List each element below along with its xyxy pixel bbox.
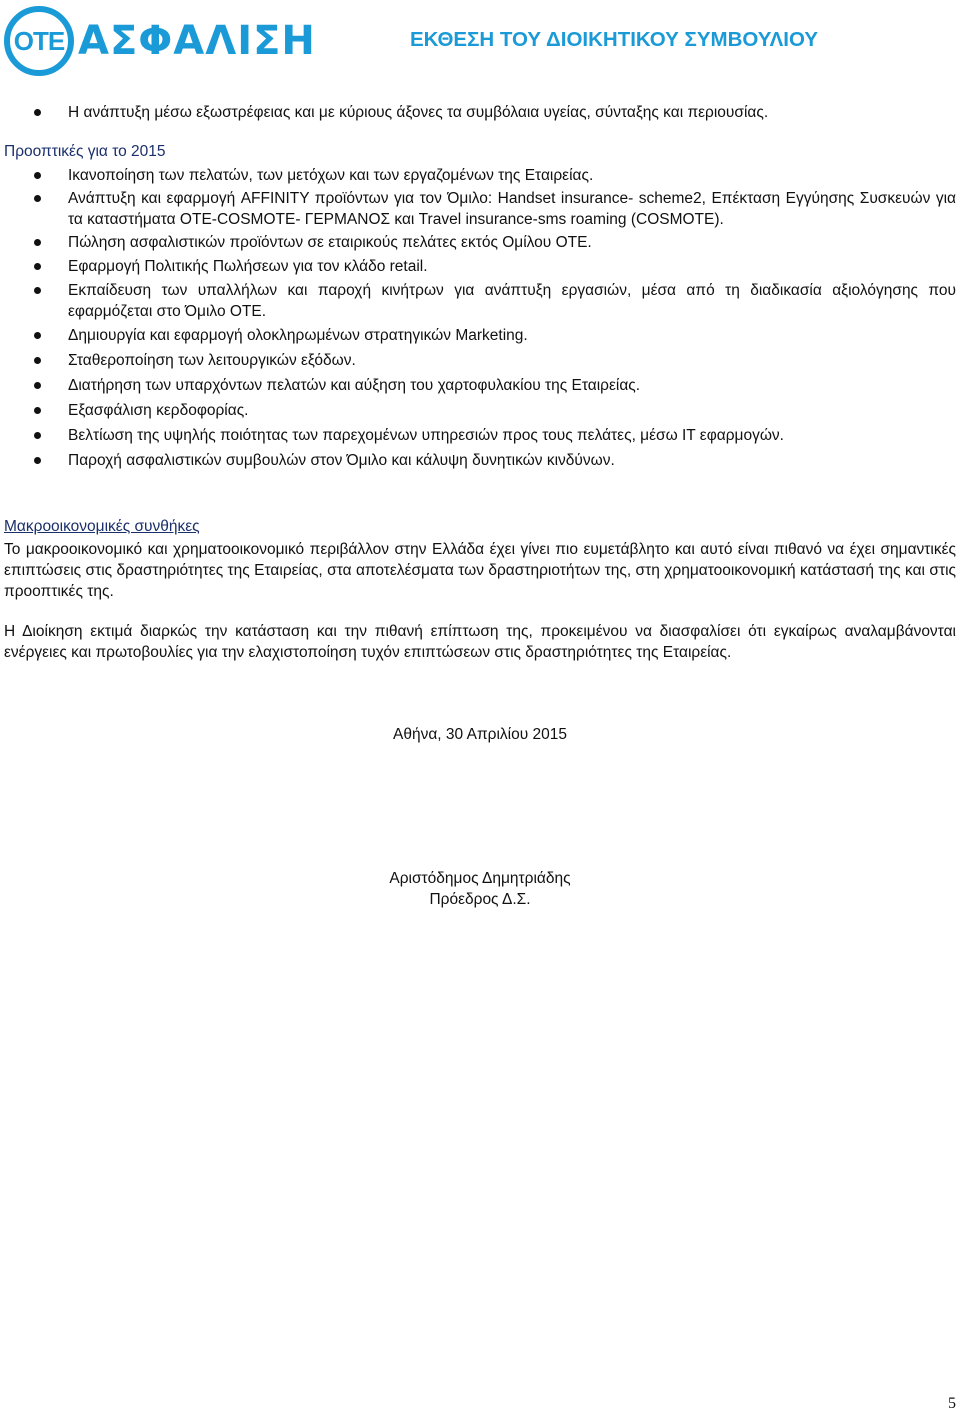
list-item: Δημιουργία και εφαρμογή ολοκληρωμένων στρατηγικών Marketing. — [0, 325, 960, 346]
bullet-icon — [34, 457, 41, 464]
bullet-icon — [34, 109, 41, 116]
prospects-list — [0, 165, 960, 471]
bullet-icon — [34, 195, 41, 202]
bullet-icon — [34, 287, 41, 294]
signatory-title: Πρόεδρος Δ.Σ. — [429, 891, 531, 908]
bullet-icon — [34, 239, 41, 246]
bullet-icon — [34, 357, 41, 364]
bullet-icon — [34, 432, 41, 439]
macro-paragraph-2: Η Διοίκηση εκτιμά διαρκώς την κατάσταση και την πιθανή επίπτωση της, προκειμένου να διασφαλίσει ότι εγκαίρως αναλαμβάνονται ενέργειες και πρωτοβουλίες για την ελαχιστοποίηση τυχόν επιπτώσεων στις δραστηριότητες της Εταιρείας. — [4, 623, 956, 661]
bullet-icon — [34, 382, 41, 389]
top-bullet-list — [0, 102, 960, 123]
bullet-icon — [34, 263, 41, 270]
logo-ote-text: ΟΤΕ — [13, 25, 65, 56]
page-header — [0, 0, 960, 86]
macro-paragraph-1: Το μακροοικονομικό και χρηματοοικονομικό περιβάλλον στην Ελλάδα έχει γίνει πιο ευμετάβλητο και αυτό είναι πιθανό να έχει σημαντικές επιπτώσεις στις δραστηριότητες της Εταιρείας, στα αποτελέσματα των δραστηριοτήτων της, στη χρηματοοικονομική κατάστασή της και στις προοπτικές της. — [4, 541, 956, 600]
page-number: 5 — [948, 1395, 956, 1412]
list-item: Ικανοποίηση των πελατών, των μετόχων και των εργαζομένων της Εταιρείας. — [0, 165, 960, 186]
list-item: Ανάπτυξη και εφαρμογή AFFINITY προϊόντων για τον Όμιλο: Handset insurance- scheme2, Επέκταση Εγγύησης Συσκευών για τα καταστήματα OTE-COSMOTE- ΓΕΡΜΑΝΟΣ και Travel insurance-sms roaming (COSMOTE). — [0, 188, 960, 230]
place-date: Αθήνα, 30 Απριλίου 2015 — [393, 726, 567, 743]
list-item: Εφαρμογή Πολιτικής Πωλήσεων για τον κλάδο retail. — [0, 256, 960, 277]
macro-heading: Μακροοικονομικές συνθήκες — [4, 518, 200, 535]
bullet-icon — [34, 407, 41, 414]
list-item: Σταθεροποίηση των λειτουργικών εξόδων. — [0, 350, 960, 371]
bullet-icon — [34, 332, 41, 339]
bullet-icon — [34, 172, 41, 179]
prospects-heading: Προοπτικές για το 2015 — [4, 143, 166, 160]
company-logo — [4, 2, 316, 80]
list-item: Βελτίωση της υψηλής ποιότητας των παρεχομένων υπηρεσιών προς τους πελάτες, μέσω IT εφαρμογών. — [0, 425, 960, 446]
list-item: Η ανάπτυξη μέσω εξωστρέφειας και με κύριους άξονες τα συμβόλαια υγείας, σύνταξης και περιουσίας. — [0, 102, 960, 123]
list-item: Πώληση ασφαλιστικών προϊόντων σε εταιρικούς πελάτες εκτός Ομίλου ΟΤΕ. — [0, 232, 960, 253]
logo-wordmark: ΑΣΦΑΛΙΣΗ — [78, 18, 316, 64]
logo-emblem — [4, 6, 74, 76]
list-item: Παροχή ασφαλιστικών συμβουλών στον Όμιλο και κάλυψη δυνητικών κινδύνων. — [0, 450, 960, 471]
list-item: Εξασφάλιση κερδοφορίας. — [0, 400, 960, 421]
list-item: Εκπαίδευση των υπαλλήλων και παροχή κινήτρων για ανάπτυξη εργασιών, μέσα από τη διαδικασία αξιολόγησης που εφαρμόζεται στο Όμιλο ΟΤΕ. — [0, 280, 960, 322]
signatory-name: Αριστόδημος Δημητριάδης — [389, 870, 571, 887]
report-title: ΕΚΘΕΣΗ ΤΟΥ ΔΙΟΙΚΗΤΙΚΟΥ ΣΥΜΒΟΥΛΙΟΥ — [409, 28, 818, 51]
list-item: Διατήρηση των υπαρχόντων πελατών και αύξηση του χαρτοφυλακίου της Εταιρείας. — [0, 375, 960, 396]
